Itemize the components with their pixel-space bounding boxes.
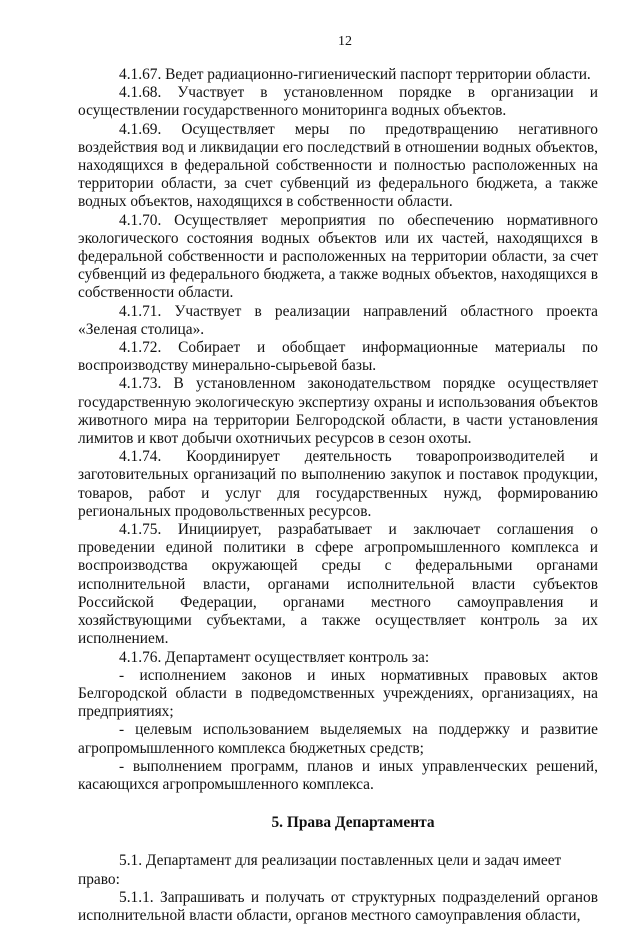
paragraph-4-1-75: 4.1.75. Инициирует, разрабатывает и заключает соглашения о проведении единой политики в сфере агропромышленного комплекса и воспроизводства окружающей среды с федеральными органами исполнительной власти, органами исполнительной власти субъектов Российской Федерации, органами местного самоуправления и хозяйствующими субъектами, а также осуществляет контроль за их исполнением. <box>78 521 598 648</box>
list-item-laws-control: - исполнением законов и иных нормативных правовых актов Белгородской области в подведомственных учреждениях, организациях, на предприятиях; <box>78 666 598 721</box>
page-number: 12 <box>338 34 352 49</box>
paragraph-4-1-69: 4.1.69. Осуществляет меры по предотвращению негативного воздействия вод и ликвидации его последствий в отношении водных объектов, находящихся в федеральной собственности и полностью расположенных на территории области, за счет субвенций из федерального бюджета, а также водных объектов, находящихся в собственности области. <box>78 120 598 211</box>
paragraph-4-1-68: 4.1.68. Участвует в установленном порядке в организации и осуществлении государственного мониторинга водных объектов. <box>78 84 598 120</box>
paragraph-4-1-70: 4.1.70. Осуществляет мероприятия по обеспечению нормативного экологического состояния водных объектов или их частей, находящихся в федеральной собственности и расположенных на территории области, за счет субвенций из федерального бюджета, а также водных объектов, находящихся в собственности области. <box>78 211 598 302</box>
paragraph-4-1-73: 4.1.73. В установленном законодательством порядке осуществляет государственную экологическую экспертизу охраны и использования объектов животного мира на территории Белгородской области, в части установления лимитов и квот добычи охотничьих ресурсов в сезон охоты. <box>78 375 598 448</box>
section-heading: 5. Права Департамента <box>271 814 435 832</box>
list-item-budget-control: - целевым использованием выделяемых на поддержку и развитие агропромышленного комплекса бюджетных средств; <box>78 721 598 757</box>
document-body <box>78 66 598 925</box>
paragraph-4-1-74: 4.1.74. Координирует деятельность товаропроизводителей и заготовительных организаций по выполнению закупок и поставок продукции, товаров, работ и услуг для государственных нужд, формированию региональных продовольственных ресурсов. <box>78 448 598 520</box>
paragraph-4-1-71: 4.1.71. Участвует в реализации направлений областного проекта «Зеленая столица». <box>78 302 598 338</box>
paragraph-4-1-76: 4.1.76. Департамент осуществляет контроль за: <box>119 648 430 666</box>
paragraph-4-1-72: 4.1.72. Собирает и обобщает информационные материалы по воспроизводству минерально-сырьевой базы. <box>78 339 598 375</box>
list-item-programs-control: - выполнением программ, планов и иных управленческих решений, касающихся агропромышленного комплекса. <box>78 757 598 793</box>
paragraph-5-1-1: 5.1.1. Запрашивать и получать от структурных подразделений органов исполнительной власти области, органов местного самоуправления области, <box>78 888 598 924</box>
paragraph-4-1-67: 4.1.67. Ведет радиационно-гигиенический паспорт территории области. <box>119 66 591 83</box>
paragraph-5-1: 5.1. Департамент для реализации поставленных цели и задач имеет право: <box>78 852 562 888</box>
